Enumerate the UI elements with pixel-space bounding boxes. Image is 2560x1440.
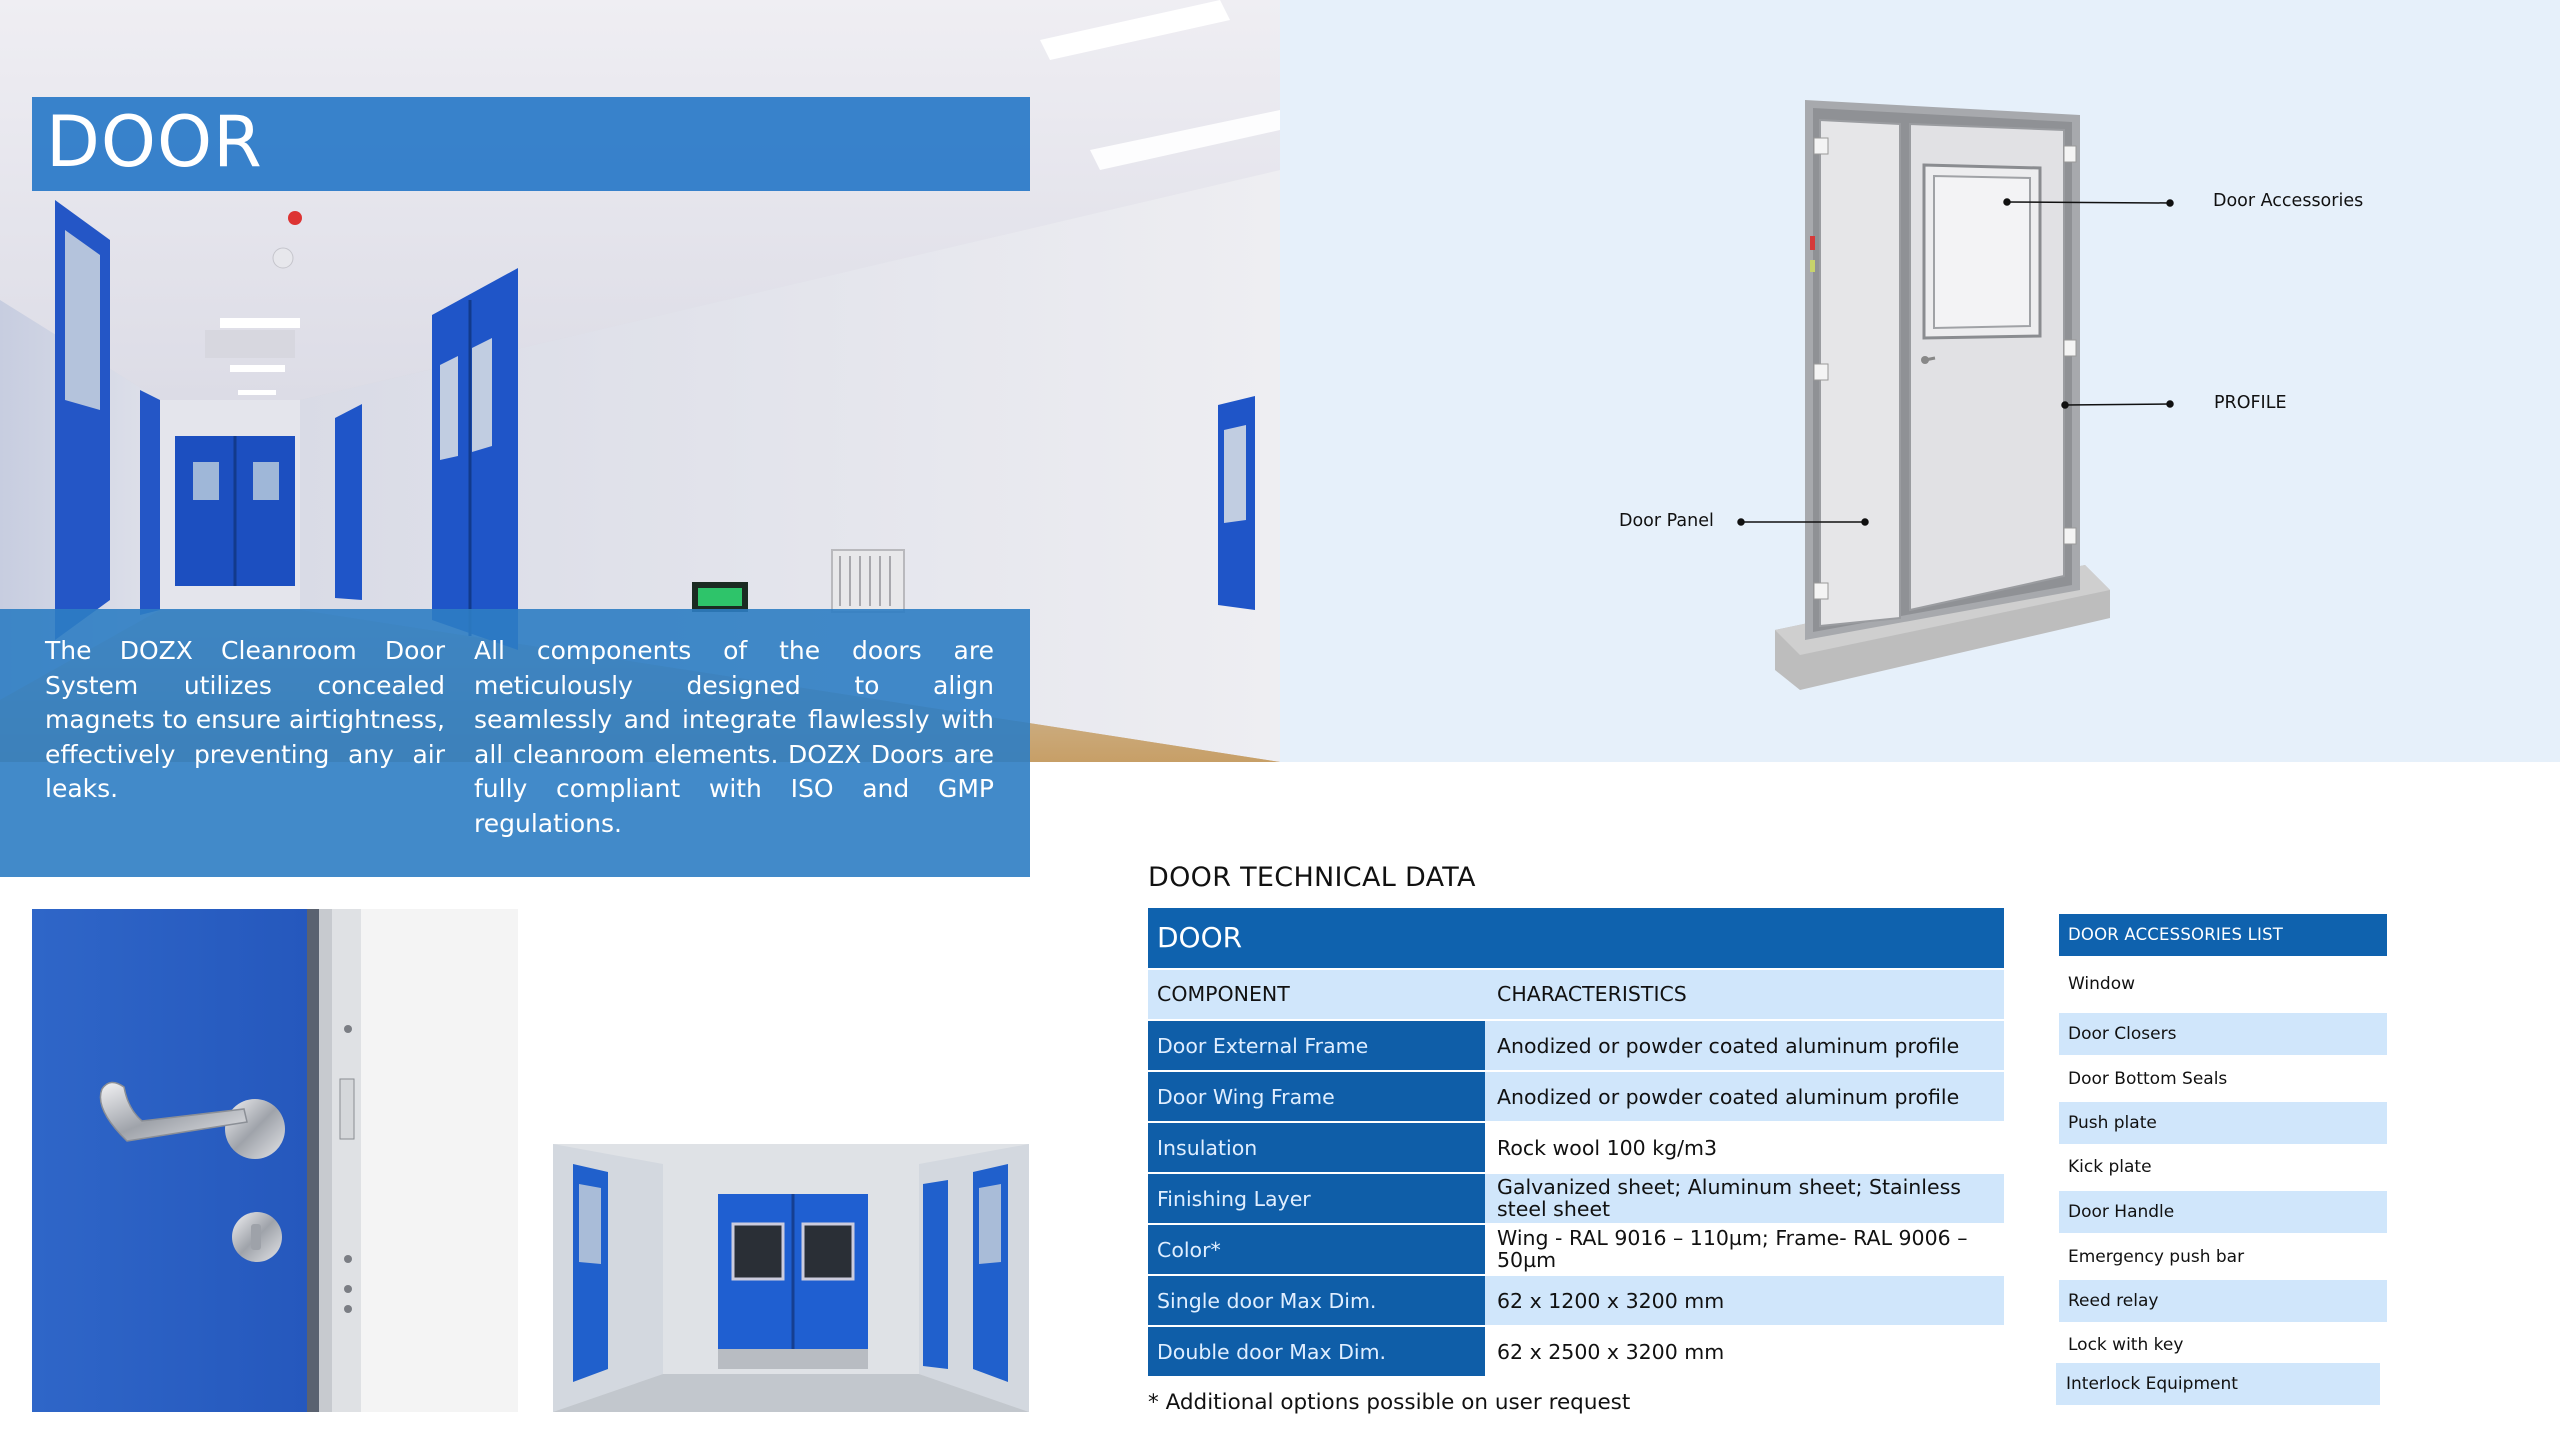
list-item: Interlock Equipment	[2056, 1363, 2380, 1405]
page-title: DOOR	[46, 101, 263, 183]
row-component: Double door Max Dim.	[1148, 1327, 1485, 1376]
row-characteristics: 62 x 1200 x 3200 mm	[1485, 1276, 2004, 1325]
table-row	[1148, 1327, 2004, 1376]
description-left: The DOZX Cleanroom Door System utilizes concealed magnets to ensure airtightness, effectively preventing any air leaks.	[45, 636, 445, 803]
accessories-list-header: DOOR ACCESSORIES LIST	[2059, 914, 2387, 956]
table-row	[1148, 1021, 2004, 1070]
callout-door-accessories: Door Accessories	[2213, 191, 2364, 211]
col-header-characteristics: CHARACTERISTICS	[1497, 982, 1687, 1006]
row-characteristics: Anodized or powder coated aluminum profile	[1485, 1021, 2004, 1070]
list-item: Door Handle	[2059, 1191, 2387, 1233]
corridor-doors-illustration	[553, 1144, 1029, 1412]
row-component: Insulation	[1148, 1123, 1485, 1172]
tech-table-column-headers	[1148, 970, 2004, 1019]
tech-table-header: DOOR	[1148, 908, 2004, 968]
tech-data-title: DOOR TECHNICAL DATA	[1148, 862, 1476, 893]
list-item: Kick plate	[2068, 1157, 2152, 1177]
row-component: Door Wing Frame	[1148, 1072, 1485, 1121]
corridor-doors-photo	[553, 1144, 1029, 1412]
list-item: Push plate	[2059, 1102, 2387, 1144]
door-handle-illustration	[32, 909, 518, 1412]
row-component: Color*	[1148, 1225, 1485, 1274]
row-characteristics: Galvanized sheet; Aluminum sheet; Stainless steel sheet	[1485, 1174, 2004, 1223]
row-component: Door External Frame	[1148, 1021, 1485, 1070]
row-characteristics: Rock wool 100 kg/m3	[1497, 1135, 1718, 1160]
row-characteristics: Wing - RAL 9016 – 110µm; Frame- RAL 9006 – 50µm	[1497, 1226, 1968, 1272]
row-component: Single door Max Dim.	[1148, 1276, 1485, 1325]
table-row	[1148, 1276, 2004, 1325]
table-row	[1148, 1123, 2004, 1172]
table-row	[1148, 1225, 2004, 1274]
list-item: Window	[2068, 974, 2136, 994]
row-characteristics: 62 x 2500 x 3200 mm	[1497, 1339, 1725, 1364]
door-handle-photo	[32, 909, 518, 1412]
list-item: Reed relay	[2059, 1280, 2387, 1322]
description-right: All components of the doors are meticulously designed to align seamlessly and integrate flawlessly with all cleanroom elements. DOZX Doors are fully compliant with ISO and GMP regulations.	[474, 636, 994, 838]
door-diagram	[1280, 0, 2560, 762]
tech-footnote: * Additional options possible on user request	[1148, 1390, 1631, 1415]
door-drawing-panel	[1280, 0, 2560, 762]
tech-data-table	[1148, 908, 2004, 1376]
callout-door-panel: Door Panel	[1619, 511, 1714, 531]
table-row	[1148, 1072, 2004, 1121]
list-item: Emergency push bar	[2068, 1247, 2245, 1267]
page-title-bar	[32, 97, 1030, 191]
list-item: Door Bottom Seals	[2068, 1069, 2228, 1089]
list-item: Lock with key	[2068, 1335, 2184, 1355]
callout-profile: PROFILE	[2214, 393, 2287, 413]
row-component: Finishing Layer	[1148, 1174, 1485, 1223]
table-row	[1148, 1174, 2004, 1223]
description-panel	[0, 609, 1030, 877]
col-header-component: COMPONENT	[1157, 982, 1290, 1006]
list-item: Door Closers	[2059, 1013, 2387, 1055]
row-characteristics: Anodized or powder coated aluminum profile	[1485, 1072, 2004, 1121]
